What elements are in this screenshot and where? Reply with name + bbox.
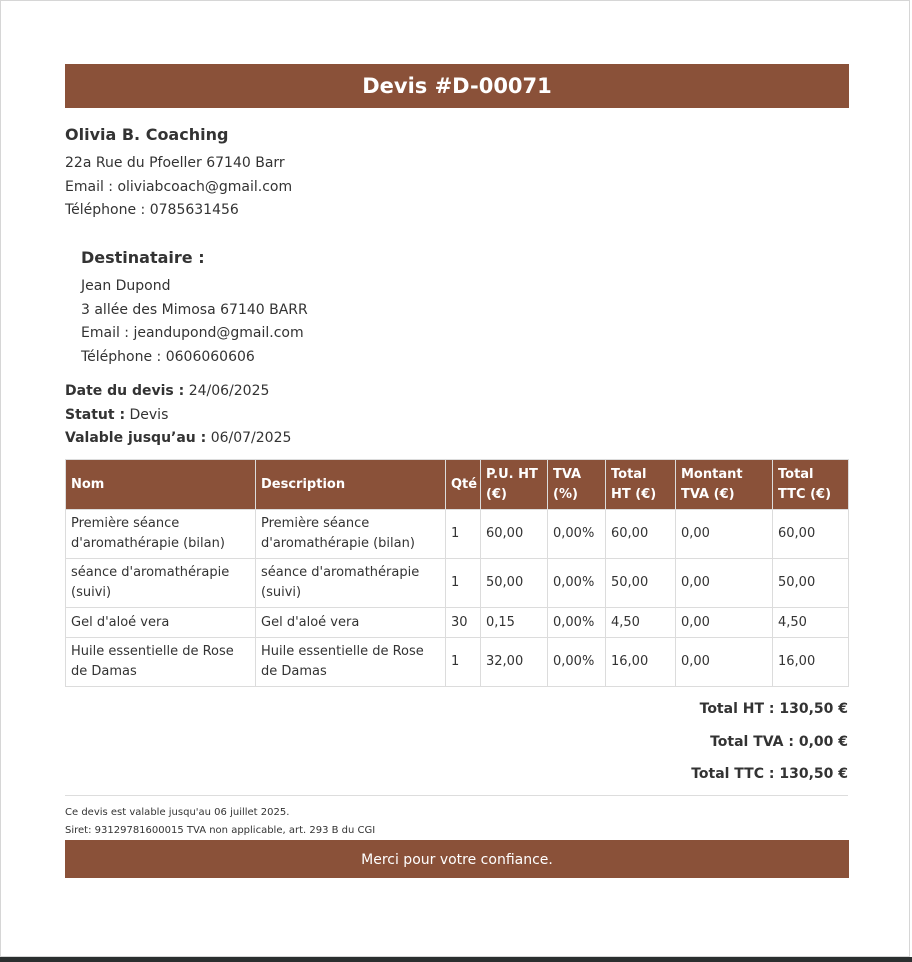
table-row	[66, 510, 849, 559]
recipient-email: Email : jeandupond@gmail.com	[81, 325, 304, 341]
cell-total-ht: 50,00	[606, 559, 676, 608]
quote-date-value: 24/06/2025	[188, 383, 270, 399]
cell-vat-amount: 0,00	[676, 608, 773, 638]
validity-note: Ce devis est valable jusqu'au 06 juillet 2025.	[65, 807, 290, 818]
table-row	[66, 638, 849, 687]
quote-validity-value: 06/07/2025	[210, 430, 292, 446]
cell-total-ht: 4,50	[606, 608, 676, 638]
cell-description: Huile essentielle de Rose de Damas	[256, 638, 446, 687]
items-table	[65, 459, 849, 687]
header-description: Description	[256, 460, 446, 510]
thanks-banner: Merci pour votre confiance.	[65, 840, 849, 878]
cell-nom: Gel d'aloé vera	[66, 608, 256, 638]
cell-nom: séance d'aromathérapie (suivi)	[66, 559, 256, 608]
recipient-name: Jean Dupond	[81, 278, 171, 294]
header-nom: Nom	[66, 460, 256, 510]
cell-vat-amount: 0,00	[676, 559, 773, 608]
cell-vat-rate: 0,00%	[548, 638, 606, 687]
quote-validity-label: Valable jusqu’au :	[65, 430, 207, 446]
cell-total-ttc: 50,00	[773, 559, 849, 608]
cell-vat-rate: 0,00%	[548, 510, 606, 559]
header-unit-price: P.U. HT (€)	[481, 460, 548, 510]
company-name: Olivia B. Coaching	[65, 125, 229, 144]
cell-unit-price: 50,00	[481, 559, 548, 608]
cell-description: Première séance d'aromathérapie (bilan)	[256, 510, 446, 559]
cell-total-ttc: 4,50	[773, 608, 849, 638]
legal-note: Siret: 93129781600015 TVA non applicable, art. 293 B du CGI	[65, 825, 376, 836]
cell-description: Gel d'aloé vera	[256, 608, 446, 638]
cell-vat-rate: 0,00%	[548, 608, 606, 638]
cell-qty: 1	[446, 638, 481, 687]
bottom-edge-bar	[0, 957, 912, 962]
table-header-row	[66, 460, 849, 510]
total-ht: Total HT : 130,50 €	[699, 701, 848, 717]
quote-status-value: Devis	[129, 407, 169, 423]
quote-status-label: Statut :	[65, 407, 126, 423]
cell-qty: 1	[446, 559, 481, 608]
header-total-ht: Total HT (€)	[606, 460, 676, 510]
cell-unit-price: 60,00	[481, 510, 548, 559]
header-total-ttc: Total TTC (€)	[773, 460, 849, 510]
header-qty: Qté	[446, 460, 481, 510]
quote-title: Devis #D-00071	[65, 64, 849, 108]
cell-qty: 1	[446, 510, 481, 559]
cell-unit-price: 0,15	[481, 608, 548, 638]
total-tva: Total TVA : 0,00 €	[710, 734, 848, 750]
company-address: 22a Rue du Pfoeller 67140 Barr	[65, 155, 285, 171]
quote-status	[65, 407, 168, 423]
cell-unit-price: 32,00	[481, 638, 548, 687]
cell-total-ttc: 16,00	[773, 638, 849, 687]
cell-total-ht: 16,00	[606, 638, 676, 687]
cell-total-ttc: 60,00	[773, 510, 849, 559]
quote-date-label: Date du devis :	[65, 383, 185, 399]
cell-vat-rate: 0,00%	[548, 559, 606, 608]
header-vat-amount: Montant TVA (€)	[676, 460, 773, 510]
recipient-address: 3 allée des Mimosa 67140 BARR	[81, 302, 308, 318]
header-vat-rate: TVA (%)	[548, 460, 606, 510]
recipient-phone: Téléphone : 0606060606	[81, 349, 255, 365]
footer-divider	[65, 795, 848, 796]
table-row	[66, 559, 849, 608]
cell-vat-amount: 0,00	[676, 638, 773, 687]
cell-vat-amount: 0,00	[676, 510, 773, 559]
cell-nom: Première séance d'aromathérapie (bilan)	[66, 510, 256, 559]
quote-validity	[65, 430, 291, 446]
company-phone: Téléphone : 0785631456	[65, 202, 239, 218]
quote-date	[65, 383, 269, 399]
cell-qty: 30	[446, 608, 481, 638]
total-ttc: Total TTC : 130,50 €	[691, 766, 848, 782]
table-row	[66, 608, 849, 638]
cell-nom: Huile essentielle de Rose de Damas	[66, 638, 256, 687]
company-email: Email : oliviabcoach@gmail.com	[65, 179, 293, 195]
cell-description: séance d'aromathérapie (suivi)	[256, 559, 446, 608]
cell-total-ht: 60,00	[606, 510, 676, 559]
recipient-heading: Destinataire :	[81, 248, 205, 267]
